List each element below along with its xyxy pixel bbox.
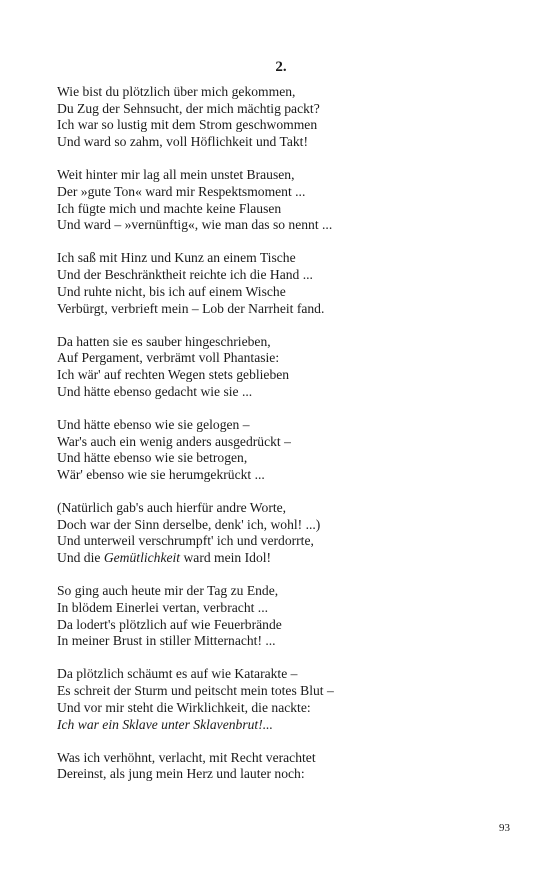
stanza-1 <box>57 84 527 151</box>
stanza-7 <box>57 583 527 650</box>
stanza-9 <box>57 750 527 783</box>
poem-line: (Natürlich gab's auch hierfür andre Worte, <box>57 500 287 516</box>
poem-line: Du Zug der Sehnsucht, der mich mächtig packt? <box>57 100 320 116</box>
poem-line: So ging auch heute mir der Tag zu Ende, <box>57 583 279 599</box>
poem-line: Ich saß mit Hinz und Kunz an einem Tische <box>57 250 296 266</box>
page-number: 93 <box>499 822 510 834</box>
poem-line: Auf Pergament, verbrämt voll Phantasie: <box>57 350 280 366</box>
poem-line: Und hätte ebenso gedacht wie sie ... <box>57 383 253 399</box>
stanza-2 <box>57 167 527 234</box>
poem-line: Und unterweil verschrumpft' ich und verdorrte, <box>57 533 314 549</box>
stanza-4 <box>57 334 527 401</box>
poem-line: Da hatten sie es sauber hingeschrieben, <box>57 333 271 349</box>
poem-line: In blödem Einerlei vertan, verbracht ... <box>57 599 268 615</box>
poem-line: In meiner Brust in stiller Mitternacht! ... <box>57 633 276 649</box>
poem-line-idol <box>57 550 527 567</box>
poem-line: Ich war so lustig mit dem Strom geschwommen <box>57 117 318 133</box>
poem-line: Und hätte ebenso wie sie gelogen – <box>57 416 250 432</box>
poem-body <box>57 84 527 799</box>
stanza-6 <box>57 500 527 567</box>
poem-line: Doch war der Sinn derselbe, denk' ich, wohl! ...) <box>57 516 321 532</box>
stanza-5 <box>57 417 527 484</box>
poem-heading: 2. <box>275 59 287 75</box>
poem-line: Wie bist du plötzlich über mich gekommen, <box>57 84 296 99</box>
poem-line: Es schreit der Sturm und peitscht mein totes Blut – <box>57 683 334 699</box>
poem-line: Und ward – »vernünftig«, wie man das so nennt ... <box>57 217 333 233</box>
idol-italic-word: Gemütlichkeit <box>103 550 181 566</box>
idol-suffix: ward mein Idol! <box>180 550 272 566</box>
poem-line: War's auch ein wenig anders ausgedrückt – <box>57 433 291 449</box>
poem-line: Der »gute Ton« ward mir Respektsmoment ... <box>57 183 306 199</box>
poem-line: Was ich verhöhnt, verlacht, mit Recht verachtet <box>57 749 316 765</box>
stanza-3 <box>57 250 527 317</box>
poem-line: Und vor mir steht die Wirklichkeit, die nackte: <box>57 699 311 715</box>
poem-line: Ich wär' auf rechten Wegen stets geblieben <box>57 367 290 383</box>
poem-line: Wär' ebenso wie sie herumgekrückt ... <box>57 466 265 482</box>
poem-line-slave: Ich war ein Sklave unter Sklavenbrut!... <box>57 716 273 732</box>
poem-line: Ich fügte mich und machte keine Flausen <box>57 200 282 216</box>
poem-line: Und hätte ebenso wie sie betrogen, <box>57 450 248 466</box>
poem-line: Und der Beschränktheit reichte ich die Hand ... <box>57 267 313 283</box>
poem-line: Dereinst, als jung mein Herz und lauter noch: <box>57 766 305 782</box>
poem-line: Und ruhte nicht, bis ich auf einem Wische <box>57 283 286 299</box>
idol-prefix: Und die <box>57 550 104 566</box>
poem-line: Da plötzlich schäumt es auf wie Katarakte – <box>57 666 298 682</box>
poem-line: Weit hinter mir lag all mein unstet Brausen, <box>57 167 295 183</box>
poem-line: Da lodert's plötzlich auf wie Feuerbrände <box>57 616 282 632</box>
stanza-8 <box>57 666 527 733</box>
poem-line: Und ward so zahm, voll Höflichkeit und Takt! <box>57 134 308 150</box>
poem-line: Verbürgt, verbrieft mein – Lob der Narrheit fand. <box>57 300 325 316</box>
